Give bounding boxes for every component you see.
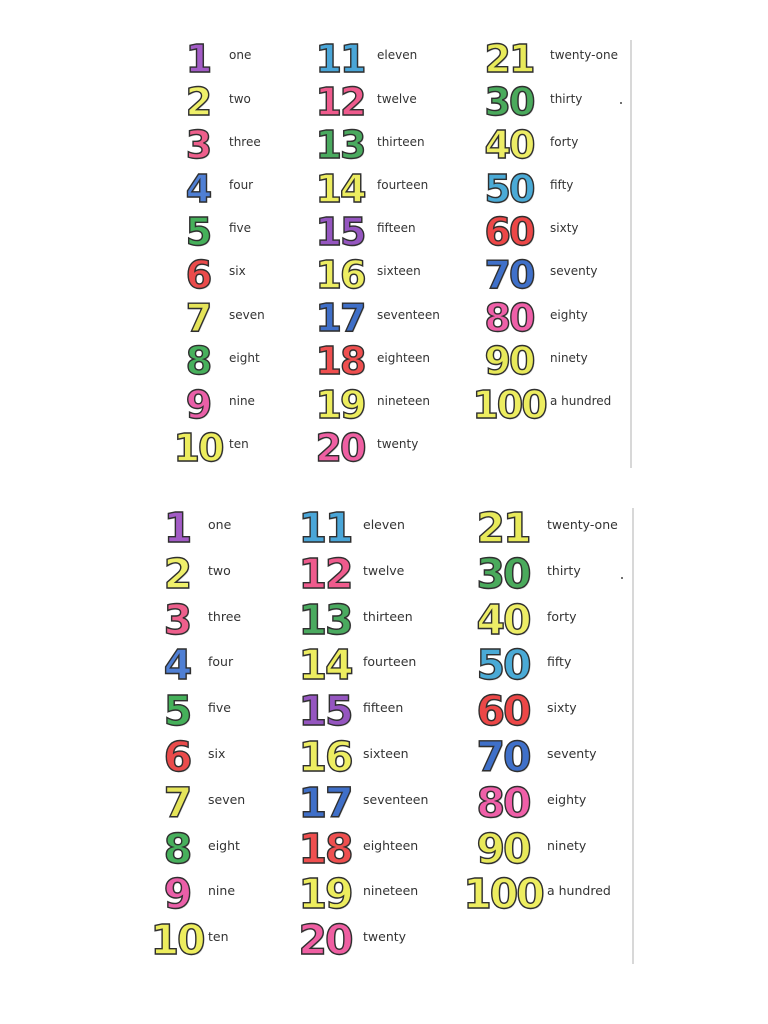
numeral: 3 <box>163 595 191 644</box>
number-word: three <box>208 608 242 624</box>
number-word: sixty <box>550 221 579 236</box>
number-word: twenty-one <box>550 48 618 63</box>
numeral: 16 <box>315 253 365 297</box>
numeral: 60 <box>476 687 530 736</box>
numeral: 2 <box>185 80 211 125</box>
numeral: 70 <box>476 733 530 781</box>
numeral: 100 <box>463 870 543 919</box>
numeral: 90 <box>484 339 534 384</box>
number-word: fourteen <box>363 654 417 670</box>
number-word: thirteen <box>363 608 413 624</box>
number-word: eleven <box>377 48 418 63</box>
numeral: 17 <box>315 296 365 341</box>
number-word: five <box>208 700 231 716</box>
number-word: sixteen <box>377 264 421 279</box>
numeral: 8 <box>163 824 191 873</box>
number-word: thirty <box>550 91 583 106</box>
number-word: twelve <box>377 91 417 106</box>
panel-edge-line-bottom <box>632 508 634 964</box>
number-word: nine <box>208 883 236 899</box>
number-word: eighteen <box>377 350 431 365</box>
numeral: 12 <box>298 549 352 598</box>
numeral: 15 <box>298 687 352 736</box>
number-word: seventeen <box>377 307 440 322</box>
numeral: 2 <box>163 549 191 598</box>
number-word: six <box>208 746 226 762</box>
number-word: twenty <box>377 437 419 452</box>
numeral: 15 <box>315 209 365 254</box>
number-word: eleven <box>363 517 405 533</box>
number-word: seventy <box>547 746 597 762</box>
numeral: 21 <box>476 504 530 552</box>
numeral: 90 <box>476 824 530 873</box>
number-word: two <box>229 91 251 106</box>
number-word: twelve <box>363 562 405 578</box>
numeral: 5 <box>163 687 191 736</box>
number-word: ninety <box>547 837 587 853</box>
number-word: a hundred <box>550 393 612 408</box>
numeral: 50 <box>476 641 530 690</box>
numeral: 17 <box>298 778 352 827</box>
number-word: seven <box>229 307 265 322</box>
number-word: ninety <box>550 350 588 365</box>
numeral: 80 <box>476 778 530 827</box>
number-word: forty <box>550 134 579 149</box>
number-word: three <box>229 134 261 149</box>
number-word: ten <box>229 437 249 452</box>
numeral: 10 <box>150 916 204 965</box>
number-word: four <box>208 654 234 670</box>
number-word: nineteen <box>377 393 431 408</box>
numeral: 12 <box>315 80 365 125</box>
number-word: fifty <box>550 177 574 192</box>
number-word: four <box>229 177 254 192</box>
number-word: eight <box>208 837 240 853</box>
numeral: 11 <box>298 504 352 552</box>
number-word: twenty <box>363 929 407 945</box>
numeral: 19 <box>298 870 352 919</box>
numeral: 14 <box>315 166 365 211</box>
numeral: 4 <box>163 641 191 690</box>
numeral: 18 <box>298 824 352 873</box>
numeral: 21 <box>484 37 534 81</box>
numeral: 19 <box>315 382 365 427</box>
numeral: 60 <box>484 209 534 254</box>
numeral: 4 <box>185 166 211 211</box>
speck-top <box>620 102 622 104</box>
panel-edge-line-top <box>630 40 632 468</box>
number-word: nine <box>229 393 255 408</box>
number-word: thirty <box>547 562 581 578</box>
numeral: 13 <box>298 595 352 644</box>
numeral: 5 <box>185 209 211 254</box>
numeral: 14 <box>298 641 352 690</box>
numeral: 13 <box>315 123 365 168</box>
number-word: five <box>229 221 252 236</box>
numeral: 6 <box>185 253 211 297</box>
number-word: seven <box>208 791 246 807</box>
number-word: fourteen <box>377 177 429 192</box>
numeral: 30 <box>476 549 530 598</box>
number-word: eighty <box>547 791 587 807</box>
numeral: 11 <box>315 37 365 81</box>
number-word: eight <box>229 350 260 365</box>
numeral: 1 <box>185 37 211 81</box>
number-word: one <box>208 517 232 533</box>
number-word: nineteen <box>363 883 419 899</box>
numeral: 50 <box>484 166 534 211</box>
numeral: 40 <box>484 123 534 168</box>
numeral: 40 <box>476 595 530 644</box>
number-word: seventy <box>550 264 598 279</box>
number-word: forty <box>547 608 577 624</box>
number-word: two <box>208 562 231 578</box>
numeral: 80 <box>484 296 534 341</box>
number-word: sixteen <box>363 746 409 762</box>
numeral: 18 <box>315 339 365 384</box>
number-word: six <box>229 264 246 279</box>
number-word: fifty <box>547 654 572 670</box>
numeral: 10 <box>173 425 223 470</box>
numeral: 8 <box>185 339 211 384</box>
number-word: fifteen <box>377 221 416 236</box>
numeral: 9 <box>185 382 211 427</box>
number-word: eighty <box>550 307 588 322</box>
numeral: 100 <box>472 382 546 427</box>
numeral: 7 <box>185 296 211 341</box>
numeral: 16 <box>298 733 352 781</box>
numeral: 7 <box>163 778 191 827</box>
numeral: 3 <box>185 123 211 168</box>
numeral: 1 <box>163 504 191 552</box>
numeral: 20 <box>315 425 365 470</box>
numeral: 6 <box>163 733 191 781</box>
numeral: 70 <box>484 253 534 297</box>
number-word: twenty-one <box>547 517 618 533</box>
number-word: fifteen <box>363 700 404 716</box>
number-word: sixty <box>547 700 577 716</box>
number-word: a hundred <box>547 883 611 899</box>
speck-bottom <box>621 577 623 579</box>
number-word: ten <box>208 929 229 945</box>
numeral: 20 <box>298 916 352 965</box>
number-word: eighteen <box>363 837 419 853</box>
number-word: thirteen <box>377 134 425 149</box>
number-word: one <box>229 48 252 63</box>
numeral: 30 <box>484 80 534 125</box>
numeral: 9 <box>163 870 191 919</box>
number-word: seventeen <box>363 791 429 807</box>
